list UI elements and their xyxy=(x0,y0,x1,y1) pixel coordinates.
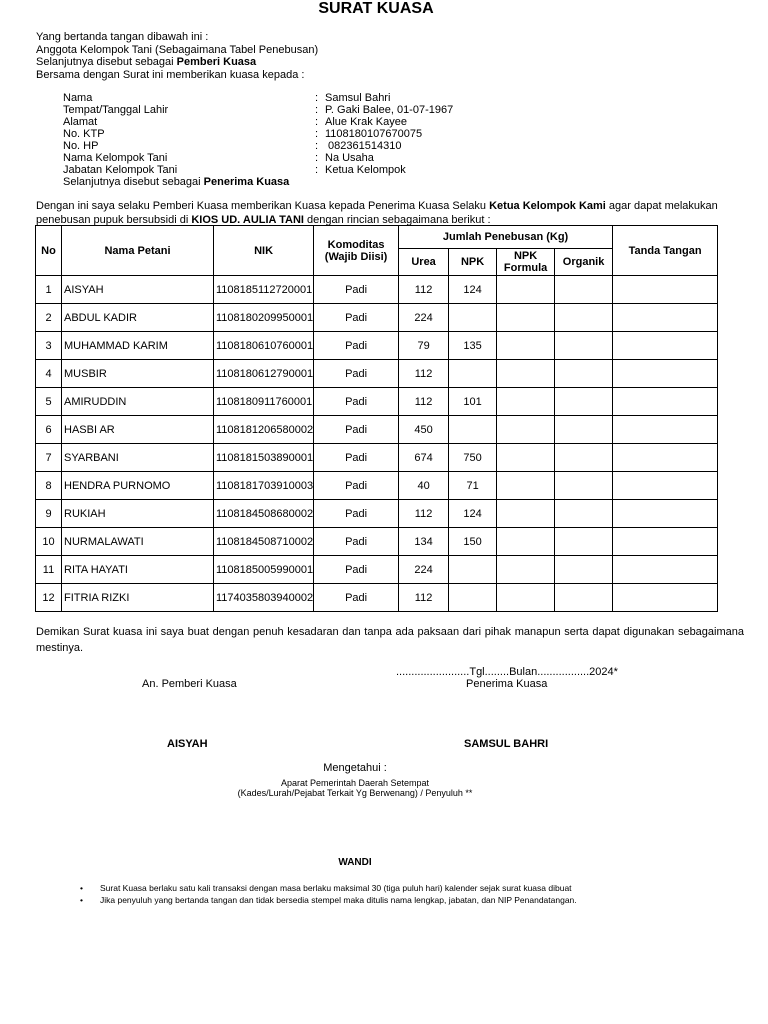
penerima-kuasa-details xyxy=(63,92,453,188)
cell-npk: 135 xyxy=(449,332,497,360)
cell-nik: 1108185005990001 xyxy=(214,556,314,584)
cell-npk-formula xyxy=(497,332,555,360)
cell-npk: 101 xyxy=(449,388,497,416)
closing-paragraph: Demikan Surat kuasa ini saya buat dengan penuh kesadaran dan tanpa ada paksaan dari pihak manapun serta dapat digunakan sebagaimana mestinya. xyxy=(36,626,744,654)
detail-colon: : xyxy=(315,140,319,152)
detail-value: 082361514310 xyxy=(325,140,402,152)
cell-komoditas: Padi xyxy=(314,388,399,416)
detail-colon: : xyxy=(315,128,319,140)
statement-text: penebusan pupuk bersubsidi di xyxy=(36,214,192,226)
cell-nik: 1108181206580002 xyxy=(214,416,314,444)
detail-row xyxy=(63,92,453,104)
cell-nama: ABDUL KADIR xyxy=(62,304,214,332)
cell-npk: 150 xyxy=(449,528,497,556)
cell-npk: 71 xyxy=(449,472,497,500)
cell-organik xyxy=(555,416,613,444)
cell-nik: 1108181703910003 xyxy=(214,472,314,500)
statement-text: dengan rincian sebagaimana berikut : xyxy=(304,214,491,226)
aparat-line: (Kades/Lurah/Pejabat Terkait Yg Berwenang) / Penyuluh ** xyxy=(237,788,473,798)
table-row xyxy=(36,500,718,528)
table-row xyxy=(36,556,718,584)
bullet-icon: • xyxy=(80,883,83,893)
table-row xyxy=(36,332,718,360)
cell-urea: 40 xyxy=(399,472,449,500)
detail-colon: : xyxy=(315,92,319,104)
cell-ttd xyxy=(613,416,718,444)
intro-line: Yang bertanda tangan dibawah ini : xyxy=(36,31,209,43)
detail-value: Na Usaha xyxy=(325,152,374,164)
cell-urea: 112 xyxy=(399,584,449,612)
penebusan-table xyxy=(35,225,718,612)
detail-label: Nama Kelompok Tani xyxy=(63,152,168,164)
cell-nama: FITRIA RIZKI xyxy=(62,584,214,612)
table-row xyxy=(36,528,718,556)
intro-line: Bersama dengan Surat ini memberikan kuasa kepada : xyxy=(36,68,305,81)
pemberi-kuasa-name: AISYAH xyxy=(167,738,208,750)
note-text: Surat Kuasa berlaku satu kali transaksi dengan masa berlaku maksimal 30 (tiga puluh hari) kalender sejak surat kuasa dibuat xyxy=(100,883,572,893)
header-nama-petani: Nama Petani xyxy=(62,226,214,276)
detail-value: Samsul Bahri xyxy=(325,92,391,104)
cell-no: 8 xyxy=(36,472,62,500)
cell-npk-formula xyxy=(497,500,555,528)
table-row xyxy=(36,584,718,612)
cell-nama: SYARBANI xyxy=(62,444,214,472)
cell-npk-formula xyxy=(497,584,555,612)
header-komoditas xyxy=(314,226,399,276)
cell-no: 5 xyxy=(36,388,62,416)
cell-ttd xyxy=(613,388,718,416)
note-item xyxy=(80,882,577,894)
cell-no: 12 xyxy=(36,584,62,612)
detail-label: Jabatan Kelompok Tani xyxy=(63,164,178,176)
cell-no: 4 xyxy=(36,360,62,388)
cell-organik xyxy=(555,332,613,360)
cell-organik xyxy=(555,304,613,332)
cell-nama: AMIRUDDIN xyxy=(62,388,214,416)
cell-nik: 1108180612790001 xyxy=(214,360,314,388)
detail-footer xyxy=(63,176,453,188)
cell-urea: 79 xyxy=(399,332,449,360)
date-line: ........................Tgl........Bulan.................2024* xyxy=(396,666,618,678)
cell-urea: 112 xyxy=(399,500,449,528)
cell-urea: 112 xyxy=(399,276,449,304)
header-jumlah-penebusan: Jumlah Penebusan (Kg) xyxy=(399,226,613,249)
cell-nama: MUSBIR xyxy=(62,360,214,388)
cell-organik xyxy=(555,360,613,388)
cell-no: 9 xyxy=(36,500,62,528)
pemberi-kuasa-label: Pemberi Kuasa xyxy=(176,56,257,68)
table-row xyxy=(36,444,718,472)
penerima-kuasa-signature-label: Penerima Kuasa xyxy=(466,678,548,690)
detail-value: P. Gaki Balee, 01-07-1967 xyxy=(325,104,454,116)
notes-list xyxy=(80,882,577,906)
cell-ttd xyxy=(613,528,718,556)
cell-ttd xyxy=(613,472,718,500)
detail-row xyxy=(63,164,453,176)
cell-nama: RUKIAH xyxy=(62,500,214,528)
detail-row xyxy=(63,152,453,164)
cell-organik xyxy=(555,444,613,472)
detail-colon: : xyxy=(315,152,319,164)
pemberi-kuasa-signature-label: An. Pemberi Kuasa xyxy=(142,678,237,690)
aparat-label xyxy=(0,778,710,798)
header-nik: NIK xyxy=(214,226,314,276)
cell-komoditas: Padi xyxy=(314,304,399,332)
cell-nama: HASBI AR xyxy=(62,416,214,444)
cell-npk-formula xyxy=(497,276,555,304)
cell-urea: 112 xyxy=(399,388,449,416)
header-urea: Urea xyxy=(399,249,449,276)
table-row xyxy=(36,360,718,388)
intro-line xyxy=(36,56,318,69)
detail-label: Alamat xyxy=(63,116,98,128)
header-npk-formula-line: Formula xyxy=(503,262,548,274)
cell-urea: 134 xyxy=(399,528,449,556)
detail-colon: : xyxy=(315,116,319,128)
cell-urea: 450 xyxy=(399,416,449,444)
cell-npk xyxy=(449,360,497,388)
detail-value: Ketua Kelompok xyxy=(325,164,406,176)
cell-npk-formula xyxy=(497,416,555,444)
cell-ttd xyxy=(613,556,718,584)
witness-name: WANDI xyxy=(338,857,372,868)
detail-label: No. HP xyxy=(63,140,99,152)
table-row xyxy=(36,304,718,332)
header-tanda-tangan: Tanda Tangan xyxy=(613,226,718,276)
cell-organik xyxy=(555,388,613,416)
detail-footer-text: Selanjutnya disebut sebagai xyxy=(63,176,204,188)
statement-bold: Ketua Kelompok Kami xyxy=(489,200,606,212)
cell-npk xyxy=(449,556,497,584)
cell-nik: 1108181503890001 xyxy=(214,444,314,472)
cell-urea: 674 xyxy=(399,444,449,472)
cell-nama: NURMALAWATI xyxy=(62,528,214,556)
cell-no: 2 xyxy=(36,304,62,332)
cell-npk xyxy=(449,416,497,444)
cell-komoditas: Padi xyxy=(314,416,399,444)
cell-komoditas: Padi xyxy=(314,276,399,304)
cell-urea: 224 xyxy=(399,556,449,584)
cell-no: 11 xyxy=(36,556,62,584)
cell-komoditas: Padi xyxy=(314,584,399,612)
cell-organik xyxy=(555,528,613,556)
table-row xyxy=(36,472,718,500)
note-text: Jika penyuluh yang bertanda tangan dan tidak bersedia stempel maka ditulis nama lengkap, jabatan, dan NIP Penandatangan. xyxy=(100,895,577,905)
intro-section xyxy=(36,31,318,81)
cell-ttd xyxy=(613,584,718,612)
cell-komoditas: Padi xyxy=(314,528,399,556)
cell-nama: AISYAH xyxy=(62,276,214,304)
kios-name: KIOS UD. AULIA TANI xyxy=(191,214,304,226)
header-npk: NPK xyxy=(449,249,497,276)
cell-organik xyxy=(555,472,613,500)
cell-organik xyxy=(555,500,613,528)
cell-npk: 750 xyxy=(449,444,497,472)
cell-nik: 1108180911760001 xyxy=(214,388,314,416)
detail-row xyxy=(63,116,453,128)
cell-nama: HENDRA PURNOMO xyxy=(62,472,214,500)
detail-label: No. KTP xyxy=(63,128,105,140)
detail-row xyxy=(63,128,453,140)
note-item xyxy=(80,894,577,906)
cell-npk-formula xyxy=(497,528,555,556)
cell-no: 3 xyxy=(36,332,62,360)
cell-npk-formula xyxy=(497,556,555,584)
cell-npk-formula xyxy=(497,304,555,332)
cell-npk xyxy=(449,584,497,612)
cell-no: 1 xyxy=(36,276,62,304)
detail-colon: : xyxy=(315,164,319,176)
detail-label: Tempat/Tanggal Lahir xyxy=(63,104,169,116)
cell-no: 10 xyxy=(36,528,62,556)
cell-nik: 1108184508710002 xyxy=(214,528,314,556)
intro-text: Selanjutnya disebut sebagai xyxy=(36,56,177,68)
statement-paragraph xyxy=(36,199,746,227)
cell-no: 7 xyxy=(36,444,62,472)
detail-row xyxy=(63,140,453,152)
intro-line: Anggota Kelompok Tani (Sebagaimana Tabel Penebusan) xyxy=(36,43,319,56)
detail-row xyxy=(63,104,453,116)
cell-urea: 112 xyxy=(399,360,449,388)
cell-ttd xyxy=(613,500,718,528)
cell-ttd xyxy=(613,360,718,388)
penerima-kuasa-label: Penerima Kuasa xyxy=(203,176,290,188)
table-row xyxy=(36,416,718,444)
cell-komoditas: Padi xyxy=(314,472,399,500)
table-row xyxy=(36,276,718,304)
statement-text: Dengan ini saya selaku Pemberi Kuasa memberikan Kuasa kepada Penerima Kuasa Selaku xyxy=(36,200,490,212)
cell-npk-formula xyxy=(497,388,555,416)
detail-label: Nama xyxy=(63,92,93,104)
cell-npk-formula xyxy=(497,472,555,500)
cell-npk-formula xyxy=(497,444,555,472)
cell-npk: 124 xyxy=(449,276,497,304)
aparat-line: Aparat Pemerintah Daerah Setempat xyxy=(280,778,430,788)
header-npk-formula xyxy=(497,249,555,276)
cell-komoditas: Padi xyxy=(314,500,399,528)
cell-organik xyxy=(555,556,613,584)
cell-npk-formula xyxy=(497,360,555,388)
cell-ttd xyxy=(613,332,718,360)
cell-nama: MUHAMMAD KARIM xyxy=(62,332,214,360)
cell-npk: 124 xyxy=(449,500,497,528)
cell-ttd xyxy=(613,444,718,472)
detail-colon: : xyxy=(315,104,319,116)
header-npk-formula-line: NPK xyxy=(513,250,538,262)
cell-no: 6 xyxy=(36,416,62,444)
cell-ttd xyxy=(613,304,718,332)
cell-nik: 1108180209950001 xyxy=(214,304,314,332)
cell-ttd xyxy=(613,276,718,304)
mengetahui-label: Mengetahui : xyxy=(323,762,387,774)
cell-npk xyxy=(449,304,497,332)
cell-organik xyxy=(555,276,613,304)
header-komoditas-line: Komoditas xyxy=(327,238,385,251)
bullet-icon: • xyxy=(80,895,83,905)
cell-komoditas: Padi xyxy=(314,444,399,472)
header-komoditas-line: (Wajib Diisi) xyxy=(324,250,388,263)
penerima-kuasa-name: SAMSUL BAHRI xyxy=(464,738,549,750)
statement-text: agar dapat melakukan xyxy=(605,200,718,212)
document-title: SURAT KUASA xyxy=(318,0,434,17)
cell-nik: 1108185112720001 xyxy=(214,276,314,304)
table-row xyxy=(36,388,718,416)
detail-value: 1108180107670075 xyxy=(325,128,423,140)
cell-nik: 1174035803940002 xyxy=(214,584,314,612)
cell-komoditas: Padi xyxy=(314,556,399,584)
header-organik: Organik xyxy=(555,249,613,276)
header-no: No xyxy=(36,226,62,276)
detail-value: Alue Krak Kayee xyxy=(325,116,407,128)
cell-nik: 1108184508680002 xyxy=(214,500,314,528)
cell-nama: RITA HAYATI xyxy=(62,556,214,584)
cell-urea: 224 xyxy=(399,304,449,332)
cell-komoditas: Padi xyxy=(314,360,399,388)
cell-organik xyxy=(555,584,613,612)
cell-komoditas: Padi xyxy=(314,332,399,360)
cell-nik: 1108180610760001 xyxy=(214,332,314,360)
